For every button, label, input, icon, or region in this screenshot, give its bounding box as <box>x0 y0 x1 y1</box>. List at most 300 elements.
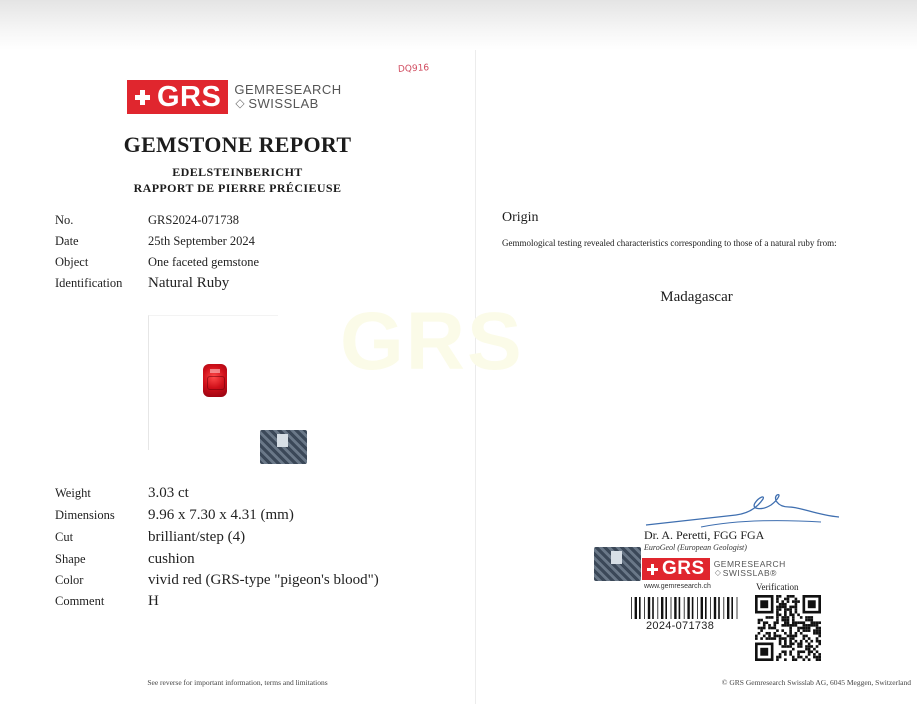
qr-module <box>779 613 782 616</box>
qr-module <box>810 621 813 624</box>
qr-module <box>797 629 800 632</box>
qr-module <box>797 643 800 646</box>
qr-module <box>789 643 792 646</box>
qr-module <box>771 627 774 630</box>
field-label: Color <box>55 573 84 587</box>
origin-country <box>476 289 917 306</box>
field-label: No. <box>55 213 74 227</box>
qr-module <box>800 656 803 659</box>
qr-module <box>771 637 774 640</box>
qr-module <box>818 635 821 638</box>
scan-top-shadow <box>0 0 917 50</box>
qr-module <box>784 613 787 616</box>
qr-module <box>816 645 819 648</box>
qr-module <box>776 595 779 598</box>
qr-module <box>758 621 761 624</box>
field-label: Shape <box>55 552 86 566</box>
qr-module <box>779 608 782 611</box>
qr-module <box>816 640 819 643</box>
grs-logo-badge <box>642 558 710 580</box>
logo-line-2: ◇ SWISSLAB® <box>714 569 786 578</box>
qr-module <box>803 627 806 630</box>
qr-module <box>792 643 795 646</box>
qr-module <box>787 600 790 603</box>
barcode-bar <box>671 597 672 619</box>
barcode-number: 2024-071738 <box>646 620 715 632</box>
qr-module <box>776 613 779 616</box>
qr-module <box>805 635 808 638</box>
qr-module <box>795 624 798 627</box>
qr-module <box>789 627 792 630</box>
qr-module <box>784 632 787 635</box>
swiss-cross-icon <box>133 88 152 107</box>
qr-module <box>797 613 800 616</box>
qr-module <box>760 637 763 640</box>
qr-module <box>813 632 816 635</box>
qr-module <box>776 598 779 601</box>
qr-module <box>795 621 798 624</box>
barcode-bar <box>657 597 658 619</box>
qr-module <box>797 621 800 624</box>
signatory-name: Dr. A. Peretti, FGG FGA <box>644 528 765 542</box>
qr-module <box>816 650 819 653</box>
qr-module <box>818 632 821 635</box>
qr-module <box>784 606 787 609</box>
qr-module <box>789 640 792 643</box>
qr-module <box>787 616 790 619</box>
qr-module <box>781 619 784 622</box>
qr-module <box>805 624 808 627</box>
qr-module <box>792 619 795 622</box>
qr-module <box>818 629 821 632</box>
field-value: Natural Ruby <box>148 275 230 291</box>
qr-module <box>784 608 787 611</box>
qr-module <box>758 619 761 622</box>
field-value: H <box>148 593 159 609</box>
qr-module <box>800 616 803 619</box>
hologram-sticker <box>260 430 307 464</box>
qr-module <box>810 640 813 643</box>
qr-module <box>789 632 792 635</box>
qr-module <box>795 640 798 643</box>
qr-module <box>805 627 808 630</box>
origin-country-name: Madagascar <box>660 289 733 305</box>
qr-module <box>789 645 792 648</box>
qr-module <box>760 619 763 622</box>
barcode-bar <box>692 597 694 619</box>
qr-module <box>795 658 798 661</box>
qr-module <box>816 658 819 661</box>
qr-module <box>808 616 811 619</box>
qr-module <box>789 653 792 656</box>
qr-module <box>816 629 819 632</box>
qr-module <box>792 648 795 651</box>
qr-module <box>818 621 821 624</box>
field-value: cushion <box>148 551 195 567</box>
hologram-sticker-small <box>594 547 641 581</box>
qr-module <box>808 658 811 661</box>
qr-module <box>795 598 798 601</box>
field-row-weight <box>55 485 189 502</box>
qr-module <box>784 621 787 624</box>
grs-watermark: GRS <box>340 296 524 387</box>
qr-module <box>763 627 766 630</box>
qr-module <box>766 621 769 624</box>
qr-module <box>797 645 800 648</box>
field-value: GRS2024-071738 <box>148 213 239 227</box>
hologram-mark <box>611 551 622 564</box>
qr-module <box>781 606 784 609</box>
qr-module <box>810 619 813 622</box>
barcode-bar <box>661 597 663 619</box>
qr-module <box>776 658 779 661</box>
qr-module <box>768 637 771 640</box>
qr-module <box>800 645 803 648</box>
grs-logo <box>127 80 342 114</box>
qr-module <box>766 632 769 635</box>
grs-logo-word: GRS <box>157 80 222 113</box>
qr-module <box>818 658 821 661</box>
qr-module <box>784 611 787 614</box>
field-row-identification <box>55 275 229 292</box>
field-label: Cut <box>55 530 74 544</box>
logo-line-1: GEMRESEARCH <box>713 559 786 569</box>
barcode-bar <box>652 597 654 619</box>
qr-module <box>803 658 806 661</box>
grs-logo-small <box>642 558 786 580</box>
qr-module <box>816 621 819 624</box>
qr-module <box>818 656 821 659</box>
qr-module <box>792 616 795 619</box>
qr-module <box>792 613 795 616</box>
qr-module <box>808 643 811 646</box>
qr-module <box>816 624 819 627</box>
barcode-bar <box>737 597 738 619</box>
qr-module <box>813 624 816 627</box>
field-row-color <box>55 572 379 589</box>
qr-module <box>768 616 771 619</box>
qr-module <box>795 603 798 606</box>
terms-footnote: See reverse for important information, terms and limitations <box>147 678 328 687</box>
qr-module <box>784 645 787 648</box>
qr-module <box>813 656 816 659</box>
qr-module <box>773 627 776 630</box>
report-right-page <box>476 50 917 704</box>
barcode-bar <box>697 597 698 619</box>
qr-module <box>776 656 779 659</box>
qr-module <box>789 629 792 632</box>
qr-module <box>795 632 798 635</box>
qr-module <box>805 629 808 632</box>
qr-module <box>787 645 790 648</box>
field-label: Object <box>55 255 89 269</box>
report-subtitle-fr: RAPPORT DE PIERRE PRÉCIEUSE <box>133 181 342 195</box>
barcode-bar <box>684 597 685 619</box>
qr-module <box>784 619 787 622</box>
qr-module <box>810 645 813 648</box>
qr-module <box>808 648 811 651</box>
qr-module <box>818 653 821 656</box>
qr-module <box>792 595 795 598</box>
qr-module <box>795 600 798 603</box>
handwritten-note: DQ916 <box>397 63 430 75</box>
hologram-mark <box>277 434 288 447</box>
qr-module <box>779 606 782 609</box>
qr-module <box>773 635 776 638</box>
qr-module <box>776 608 779 611</box>
barcode-bar <box>644 597 645 619</box>
qr-module <box>784 643 787 646</box>
qr-module <box>776 635 779 638</box>
qr-module <box>766 637 769 640</box>
qr-module <box>795 608 798 611</box>
qr-module <box>792 658 795 661</box>
qr-module <box>776 621 779 624</box>
qr-module <box>803 629 806 632</box>
qr-module <box>760 627 763 630</box>
qr-module <box>779 603 782 606</box>
qr-module <box>779 637 782 640</box>
qr-module <box>789 595 792 598</box>
field-row-object <box>55 255 259 270</box>
grs-logo-text <box>234 83 341 111</box>
barcode-bar <box>710 597 711 619</box>
qr-module <box>773 621 776 624</box>
barcode-bar <box>665 597 667 619</box>
field-label: Weight <box>55 486 91 500</box>
qr-module <box>784 598 787 601</box>
qr-module <box>781 600 784 603</box>
qr-module <box>797 653 800 656</box>
field-value: 3.03 ct <box>148 485 189 501</box>
qr-module <box>768 627 771 630</box>
origin-statement: Gemmological testing revealed characteristics corresponding to those of a natural ruby from: <box>502 238 837 248</box>
qr-module <box>758 632 761 635</box>
qr-module <box>805 656 808 659</box>
qr-module <box>776 629 779 632</box>
qr-module <box>789 650 792 653</box>
field-row-number <box>55 213 239 228</box>
qr-module <box>813 629 816 632</box>
field-label: Identification <box>55 276 123 290</box>
barcode-bar <box>701 597 703 619</box>
qr-module <box>776 616 779 619</box>
qr-module <box>797 600 800 603</box>
qr-module <box>813 648 816 651</box>
field-label: Comment <box>55 594 105 608</box>
qr-module <box>781 650 784 653</box>
report-subtitle-de: EDELSTEINBERICHT <box>172 165 303 179</box>
barcode-bar <box>723 597 724 619</box>
field-value: One faceted gemstone <box>148 255 260 269</box>
qr-module <box>789 608 792 611</box>
barcode-bar <box>687 597 689 619</box>
qr-module <box>763 621 766 624</box>
qr-module <box>776 619 779 622</box>
qr-module <box>779 640 782 643</box>
barcode-bar <box>679 597 681 619</box>
qr-module <box>818 643 821 646</box>
qr-module <box>808 653 811 656</box>
qr-finder <box>760 600 768 608</box>
qr-module <box>763 635 766 638</box>
qr-module <box>808 627 811 630</box>
qr-module <box>816 632 819 635</box>
signatory-title: EuroGeol (European Geologist) <box>644 543 747 552</box>
qr-module <box>781 645 784 648</box>
logo-line-1: GEMRESEARCH <box>234 82 342 97</box>
qr-module <box>808 629 811 632</box>
barcode-bar <box>674 597 676 619</box>
field-value: 9.96 x 7.30 x 4.31 (mm) <box>148 507 294 523</box>
barcode-bar <box>648 597 650 619</box>
qr-module <box>776 606 779 609</box>
qr-finder <box>808 600 816 608</box>
qr-module <box>779 595 782 598</box>
qr-module <box>813 653 816 656</box>
qr-module <box>784 637 787 640</box>
qr-module <box>789 606 792 609</box>
qr-module <box>795 606 798 609</box>
qr-module <box>795 635 798 638</box>
qr-module <box>781 624 784 627</box>
qr-module <box>805 616 808 619</box>
qr-module <box>776 600 779 603</box>
qr-module <box>784 640 787 643</box>
field-row-cut <box>55 529 245 546</box>
barcode-bar <box>639 597 641 619</box>
barcode <box>631 597 741 619</box>
qr-module <box>800 650 803 653</box>
qr-module <box>773 624 776 627</box>
qr-module <box>797 656 800 659</box>
qr-module <box>787 598 790 601</box>
qr-module <box>800 621 803 624</box>
qr-module <box>803 624 806 627</box>
qr-module <box>781 629 784 632</box>
qr-module <box>818 640 821 643</box>
grs-logo-text <box>714 560 786 578</box>
qr-module <box>797 650 800 653</box>
qr-module <box>779 635 782 638</box>
qr-module <box>792 637 795 640</box>
qr-module <box>800 627 803 630</box>
swiss-cross-icon <box>646 563 659 576</box>
qr-module <box>784 616 787 619</box>
field-label: Date <box>55 234 79 248</box>
barcode-bar <box>635 597 637 619</box>
verification-label: Verification <box>756 582 799 592</box>
qr-module <box>781 637 784 640</box>
field-row-shape <box>55 551 195 568</box>
qr-module <box>810 650 813 653</box>
qr-module <box>784 653 787 656</box>
qr-module <box>818 627 821 630</box>
qr-module <box>805 619 808 622</box>
qr-module <box>755 635 758 638</box>
qr-module <box>776 611 779 614</box>
qr-module <box>768 624 771 627</box>
qr-module <box>805 648 808 651</box>
qr-module <box>797 627 800 630</box>
qr-module <box>789 613 792 616</box>
qr-module <box>789 624 792 627</box>
barcode-bar <box>731 597 733 619</box>
qr-module <box>803 621 806 624</box>
field-value: 25th September 2024 <box>148 234 255 248</box>
qr-module <box>792 624 795 627</box>
qr-module <box>779 656 782 659</box>
qr-module <box>773 632 776 635</box>
field-value: vivid red (GRS-type "pigeon's blood") <box>148 572 379 588</box>
field-label: Dimensions <box>55 508 115 522</box>
qr-module <box>803 635 806 638</box>
qr-module <box>787 608 790 611</box>
ruby-gemstone-image <box>203 364 227 397</box>
qr-module <box>792 656 795 659</box>
qr-module <box>810 624 813 627</box>
barcode-bar <box>714 597 716 619</box>
qr-module <box>758 627 761 630</box>
qr-module <box>789 635 792 638</box>
qr-module <box>800 640 803 643</box>
qr-module <box>795 611 798 614</box>
qr-module <box>763 624 766 627</box>
qr-module <box>816 656 819 659</box>
handwritten-signature <box>641 485 841 533</box>
qr-module <box>800 643 803 646</box>
field-value: brilliant/step (4) <box>148 529 246 545</box>
qr-module <box>779 653 782 656</box>
barcode-bar <box>718 597 720 619</box>
copyright-text: © GRS Gemresearch Swisslab AG, 6045 Meggen, Switzerland <box>721 678 911 687</box>
copyright-notice <box>476 678 917 687</box>
qr-module <box>816 637 819 640</box>
qr-module <box>781 603 784 606</box>
qr-module <box>773 637 776 640</box>
qr-module <box>779 643 782 646</box>
qr-module <box>787 595 790 598</box>
barcode-bar <box>727 597 729 619</box>
qr-module <box>803 637 806 640</box>
qr-module <box>771 616 774 619</box>
qr-module <box>789 637 792 640</box>
report-title: GEMSTONE REPORT <box>123 132 352 157</box>
qr-module <box>768 635 771 638</box>
field-row-comment <box>55 593 159 610</box>
qr-module <box>787 621 790 624</box>
website-link[interactable]: www.gemresearch.ch <box>644 583 711 590</box>
qr-module <box>808 619 811 622</box>
qr-module <box>805 640 808 643</box>
qr-module <box>755 637 758 640</box>
qr-module <box>787 624 790 627</box>
qr-module <box>787 635 790 638</box>
qr-module <box>808 645 811 648</box>
qr-module <box>766 616 769 619</box>
qr-module <box>768 632 771 635</box>
origin-heading: Origin <box>502 210 539 225</box>
qr-module <box>784 603 787 606</box>
qr-module <box>792 621 795 624</box>
qr-module <box>808 624 811 627</box>
barcode-bar <box>705 597 707 619</box>
qr-finder <box>760 648 768 656</box>
qr-module <box>784 650 787 653</box>
grs-logo-word: GRS <box>662 558 705 579</box>
qr-module <box>808 650 811 653</box>
verification-qr-code[interactable] <box>755 595 821 661</box>
